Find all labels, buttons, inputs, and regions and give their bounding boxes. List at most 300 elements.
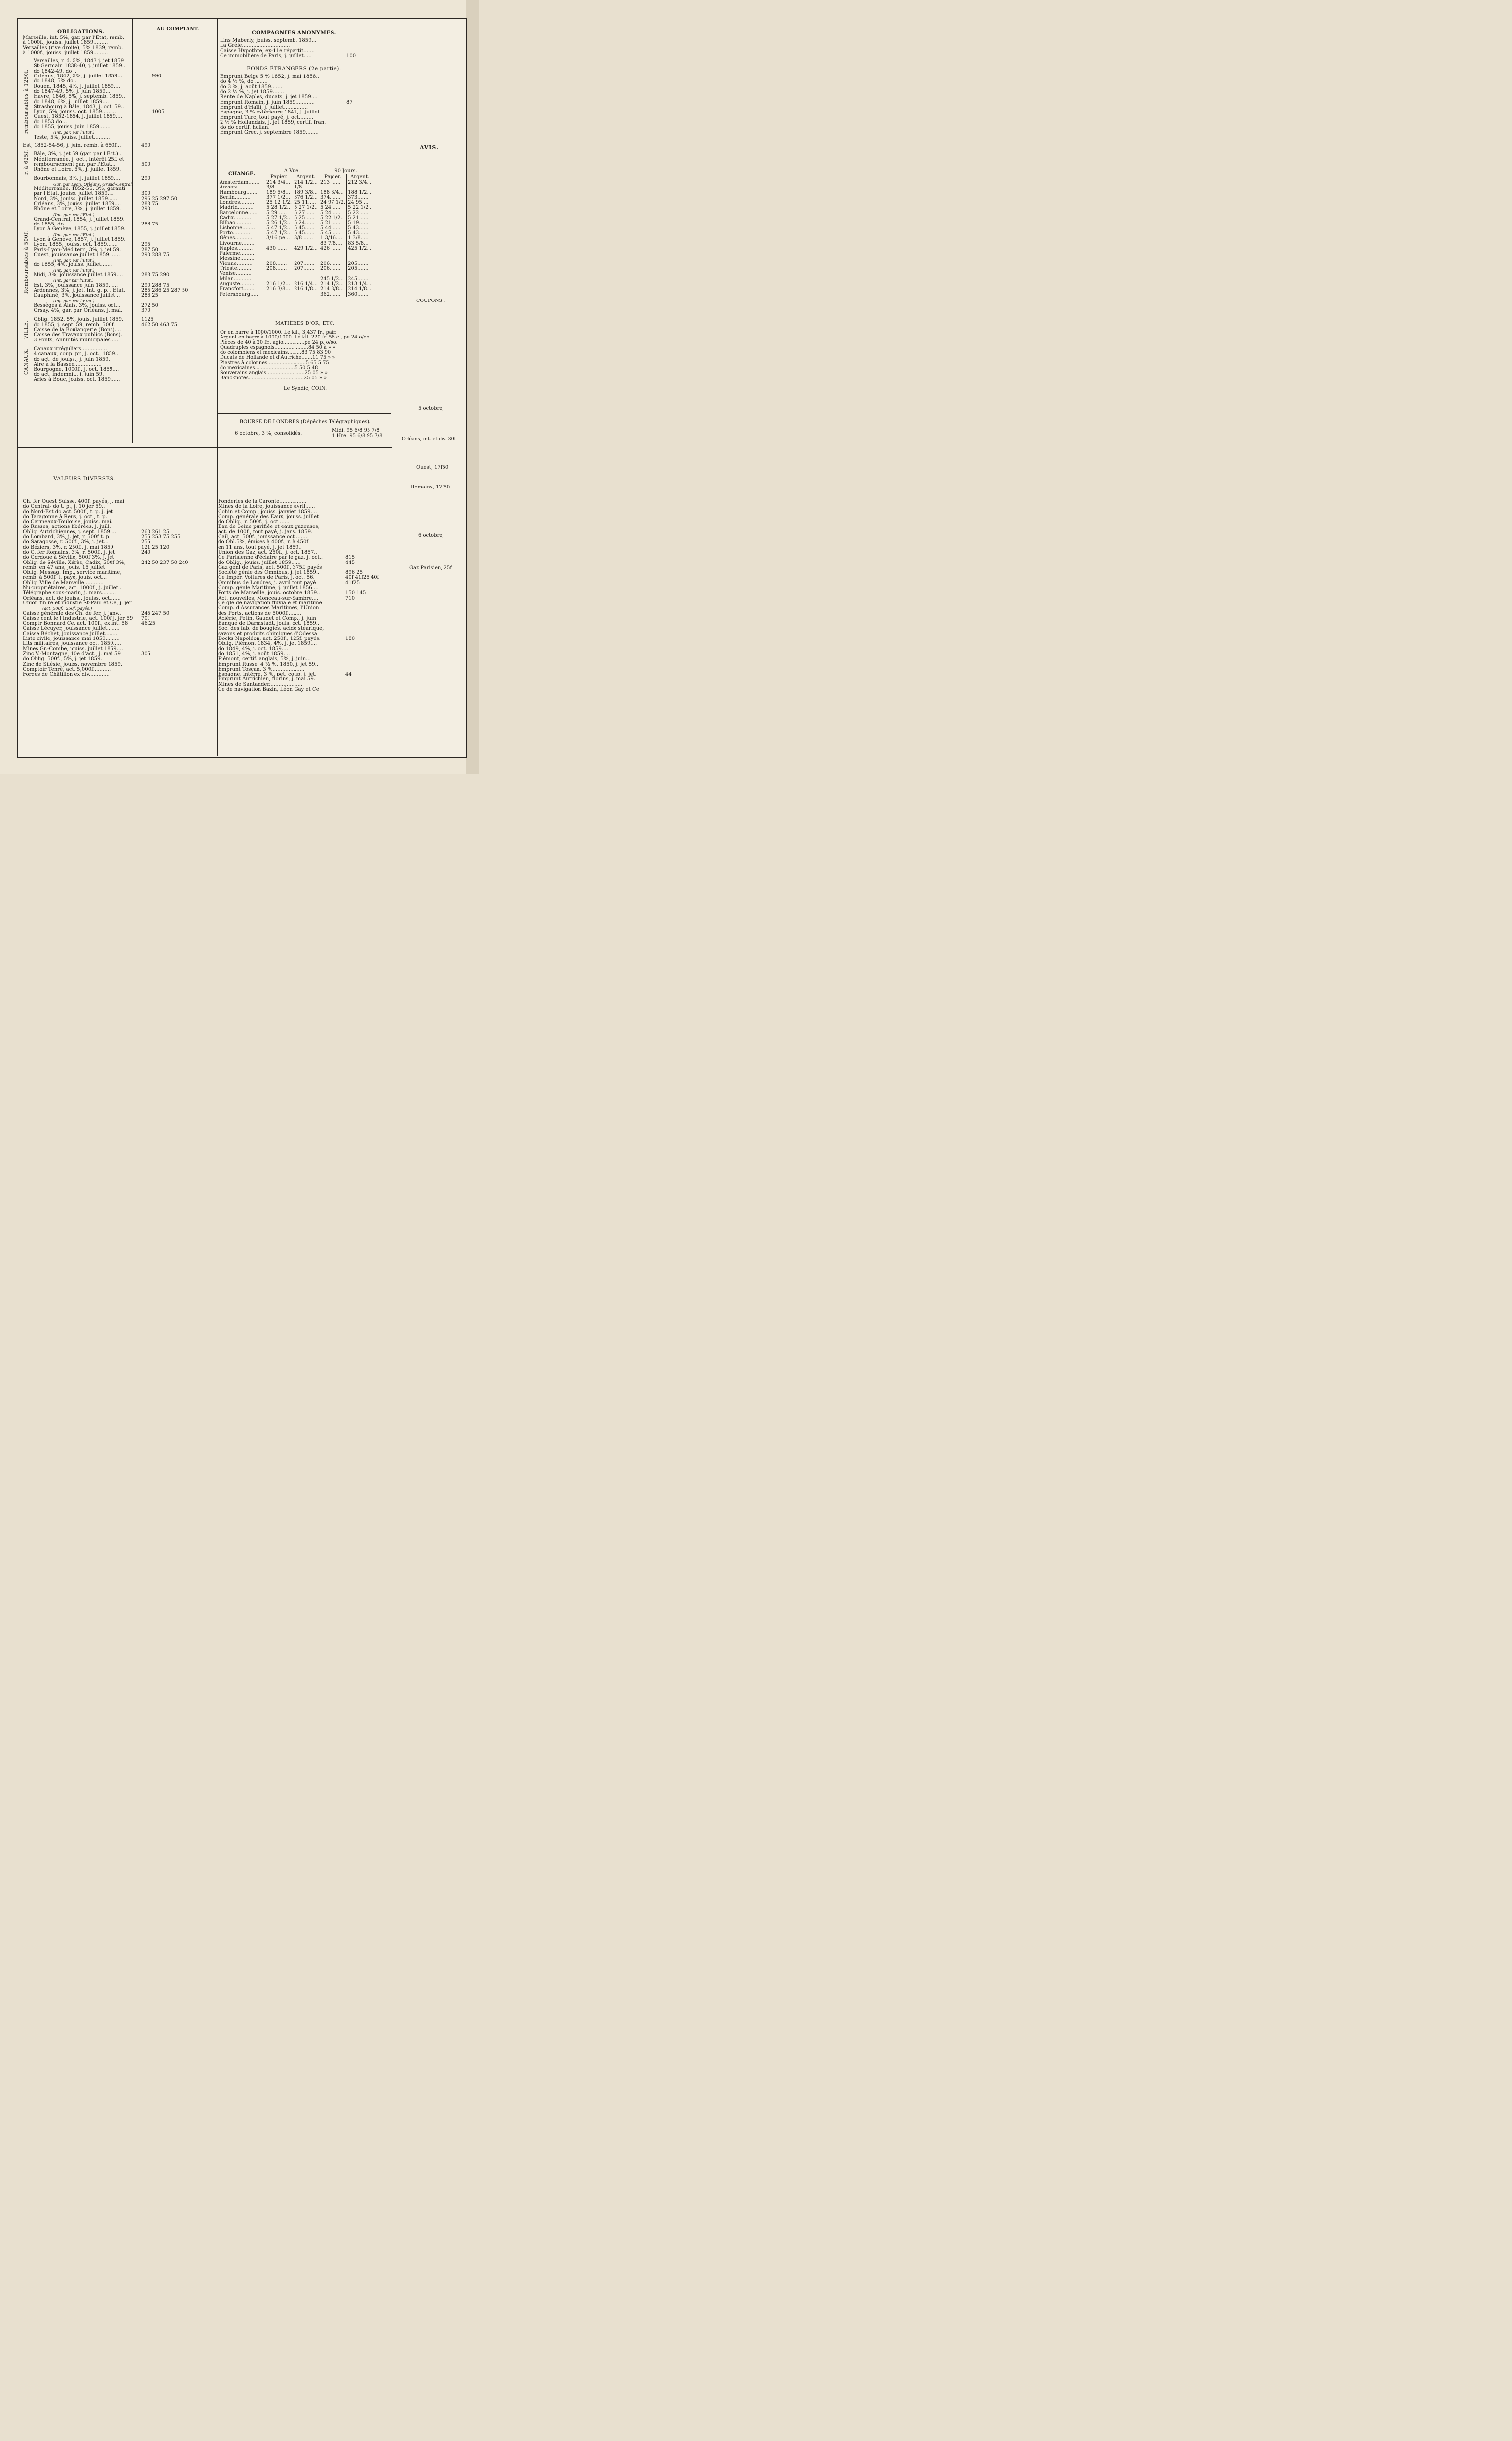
table-row	[219, 292, 372, 297]
list-item	[23, 143, 215, 148]
item-label: Act. nouvelles, Monceau-sur-Sambre....	[218, 595, 319, 601]
item-price: 255 253 75 255	[141, 534, 181, 540]
rate-cell: 214 1/8...	[348, 286, 371, 292]
date-label: 6 octobre,	[418, 533, 444, 538]
city-cell: Anvers..........	[219, 185, 265, 190]
item-label: Emprunt Turc, tout payé, j. oct.........	[220, 114, 314, 120]
stock-listing-sheet	[17, 18, 467, 758]
item-label: Banque de Darmstadt, jouis. oct. 1859..	[218, 621, 320, 627]
item-label: do Béziers, 3%, r. 250f., j. mai 1859	[23, 544, 113, 550]
group-label: Remboursables à 500f.	[24, 231, 29, 294]
coupon-orleans: Orléans, int. et div. 30f	[402, 436, 456, 442]
rate-cell: 206.......	[319, 262, 347, 266]
rate-cell: 205.......	[348, 261, 369, 266]
rate-cell: 5 45......	[293, 231, 319, 236]
argent-header: Argent.	[293, 174, 319, 180]
item-label: 4 canaux, coup. pr., j. oct., 1859..	[34, 351, 118, 357]
rate-cell: 213 1/4...	[348, 281, 371, 287]
item-label: Caisse Lécuyer, jouissance juillet........	[23, 626, 120, 632]
column-divider	[217, 19, 218, 756]
item-label: act. de 100f., tout payé, j. janv. 1859.	[218, 529, 313, 535]
item-label: Comp. d'Assurances Maritimes, l'Union	[218, 605, 319, 611]
rate-cell	[265, 271, 293, 276]
item-price: 710	[345, 595, 355, 601]
item-label: 3 Ponts, Annuités municipales.....	[34, 337, 118, 343]
item-price: 286 25	[141, 293, 158, 299]
item-label: do 1855, j. sept. 59, remb. 500f.	[34, 322, 115, 328]
rate-cell: 373.......	[348, 194, 369, 200]
item-label: (act. 500f., 250f. payés.)	[42, 606, 92, 611]
item-label: Rhône et Loire, 5%, j. juillet 1859.	[34, 167, 121, 173]
item-label: Lyon à Genève, 1857, j. juillet 1859.	[34, 236, 126, 242]
item-label: do 1848, 5% do ..	[34, 78, 78, 84]
a-vue-header: A Vue.	[265, 168, 319, 174]
item-label: Ports de Marseille, jouis. octobre 1859..	[218, 590, 320, 596]
list-item: Piastres à colonnes.........................5 65 5 75	[220, 360, 329, 366]
city-cell: Cadix...........	[219, 216, 265, 221]
item-label: St-Germain 1838-40, j. juillet 1859..	[34, 63, 126, 69]
fonds-etrangers-list	[220, 75, 390, 136]
change-table	[219, 168, 372, 297]
rate-cell: 1 3/16....	[319, 236, 347, 241]
item-label: Paris-Lyon-Méditerr., 3%, j. jet 59.	[34, 247, 121, 253]
item-label: remb. à 500f. t. payé, jouis. oct...	[23, 575, 107, 581]
item-label: Gaz génl de Paris, act. 500f., 375f. payés	[218, 564, 322, 570]
group-label: r. à 625f.	[24, 150, 29, 175]
item-label: Fonderies de la Caronte.................	[218, 499, 307, 504]
list-item: Ducats de Hollande et d'Autriche.......11 75 » »	[220, 355, 335, 361]
change-section	[219, 168, 391, 297]
coupon-ouest: Ouest, 17f50	[416, 465, 449, 470]
rate-cell: 206.......	[319, 266, 347, 271]
rate-cell: 5 27 .....	[293, 211, 319, 216]
page	[0, 0, 479, 774]
rate-cell: 5 27 1/2..	[293, 205, 319, 210]
item-label: (Int. gar. par l'Etat.)	[53, 298, 95, 303]
item-price: 295	[141, 242, 151, 248]
rate-cell: 3/16 pe...	[265, 236, 293, 241]
item-label: Aire à la Bassée.................	[34, 361, 102, 367]
group-label: CANAUX.	[24, 348, 29, 375]
list-item	[34, 227, 215, 232]
item-price: 46f25	[141, 621, 156, 627]
item-label: Ce de navigation Bazin, Léon Gay et Ce	[218, 686, 319, 692]
list-item: à 1000f., jouiss. juillet 1859.........	[23, 50, 108, 56]
item-label: Est, 3%, jouissance juin 1859......	[34, 282, 118, 288]
item-label: Emprunt Grec, j. septembre 1859........	[220, 130, 319, 136]
item-label: do 3 %, j. août 1859.......	[220, 84, 283, 90]
rate-cell: 245.......	[348, 276, 369, 282]
city-cell: Vienne..........	[219, 262, 265, 266]
matieres-header: MATIÈRES D'OR, ETC.	[275, 321, 335, 326]
rate-cell: 425 1/2...	[348, 245, 371, 251]
item-label: Télégraphe sous-marin, j. mars.........	[23, 590, 116, 596]
rate-cell: 207.......	[293, 262, 319, 266]
item-label: Oblig. de Séville, Xérès, Cadix, 500f 3%,	[23, 560, 126, 565]
coupon-gaz: Gaz Parisien, 25f	[409, 565, 452, 571]
argent-header: Argent.	[347, 174, 372, 180]
item-price: 290 288 75	[141, 252, 170, 258]
item-label: Emprunt Belge 5 % 1852, j. mai 1858..	[220, 74, 319, 80]
item-label: do Obl.5%, émises à 400f., r. à 450f.	[218, 539, 310, 545]
item-price: 290	[141, 176, 151, 182]
item-label: Zinc de Silésie, jouiss. novembre 1859.	[23, 661, 123, 667]
rate-cell: 430 ......	[265, 246, 293, 251]
consolides-label: 6 octobre, 3 %, consolidés.	[235, 431, 302, 436]
item-price: 500	[141, 161, 151, 167]
city-cell: Naples..........	[219, 246, 265, 251]
city-cell: Bilbao..........	[219, 221, 265, 225]
rate-cell: 208.......	[265, 266, 293, 271]
item-price: 815	[345, 555, 355, 561]
list-item	[34, 338, 215, 343]
item-label: Mines Gr.-Combe, jouiss. juillet 1859....	[23, 646, 123, 652]
rate-cell: 5 22 1/2..	[319, 216, 347, 221]
item-label: Ce immobilière de Paris, j. juillet.....	[220, 53, 312, 59]
rate-cell: 216 1/4...	[293, 282, 319, 287]
item-label: do Carmeaux-Toulouse, jouiss. mai.	[23, 519, 113, 525]
item-label: Méditerranée, 1852-55, 3%, garanti	[34, 186, 126, 192]
item-price: 40f 41f25 40f	[345, 575, 379, 581]
city-cell: Messine.........	[219, 256, 265, 261]
rate-cell: 208.......	[265, 262, 293, 266]
rate-cell: 24 95 ....	[348, 200, 370, 206]
list-item	[34, 308, 215, 313]
rate-cell	[293, 251, 319, 256]
item-label: do Oblig., r. 500f., j. oct.......	[218, 519, 290, 525]
list-item: do mexicaines..........................5 50 5 48	[220, 365, 318, 371]
list-item	[34, 273, 215, 278]
rate-cell: 1 3/8.....	[348, 235, 369, 241]
item-label: do 1853 do ..	[34, 119, 67, 125]
item-price: 285 286 25 287 50	[141, 287, 188, 293]
item-label: Grand-Central, 1854, j. juillet 1859.	[34, 216, 125, 222]
city-cell: Barcelonne......	[219, 211, 265, 216]
compagnies-list	[220, 38, 390, 59]
item-label: Emprunt Toscan, 3 %....................	[218, 666, 305, 672]
item-price: 288 75 290	[141, 272, 170, 278]
item-label: Rente de Naples, ducats, j. jet 1859....	[220, 94, 318, 100]
one-hour-quote: 1 Hre. 95 6/8 95 7/8	[330, 433, 383, 439]
city-cell: Palerme.........	[219, 251, 265, 256]
item-price: 305	[141, 651, 151, 657]
rate-cell: 245 1/2...	[319, 277, 347, 282]
city-cell: Porto...........	[219, 231, 265, 236]
item-price: 287 50	[141, 247, 158, 253]
item-price: 288 75	[141, 222, 158, 227]
item-price: 462 50 463 75	[141, 322, 178, 328]
city-cell: Venise..........	[219, 271, 265, 276]
item-price: 245 247 50	[141, 610, 170, 616]
valeurs-header: VALEURS DIVERSES.	[53, 476, 115, 482]
rate-cell: 5 25 .....	[293, 216, 319, 221]
item-label: Ce Impér. Voitures de Paris, j. oct. 56.	[218, 575, 315, 581]
item-label: Midi, 3%, jouissance juillet 1859....	[34, 272, 123, 278]
item-label: Docks Napoléon, act. 250f., 125f. payés.	[218, 636, 321, 642]
rate-cell: 5 28 1/2..	[265, 205, 293, 210]
item-label: Lyon, 5%, jouiss. oct. 1859.........	[34, 109, 116, 115]
item-label: Méditerranée, j. oct., intérêt 25f. et	[34, 156, 124, 162]
rate-cell: 83 5/8....	[348, 240, 370, 246]
date-label: 5 octobre,	[418, 406, 444, 411]
item-label: Emprunt d'Haïti, j. juillet...............	[220, 104, 308, 110]
list-item	[34, 167, 215, 172]
list-item	[220, 54, 390, 59]
item-label: Comptr Bonnard Ce, act. 100f., ex int. 58	[23, 621, 128, 627]
item-label: do 1855, do ..	[34, 222, 69, 227]
item-label: Eau de Seine purifiée et eaux gazeuses,	[218, 524, 320, 530]
rate-cell: 5 47 1/2..	[265, 226, 293, 231]
rate-cell: 5 26 1/2..	[265, 221, 293, 225]
item-label: do 1855, 4%, jouiss. juillet.......	[34, 262, 112, 268]
rate-cell	[265, 251, 293, 256]
item-price: 260 261 25	[141, 529, 170, 535]
city-cell: Trieste.........	[219, 266, 265, 271]
rate-cell: 214 3/4...	[265, 180, 293, 186]
rate-cell: 214 1/2...	[293, 180, 319, 186]
item-label: Lyon, 1855, jouiss. oct. 1859.......	[34, 242, 118, 248]
rate-cell: 216 1/2...	[265, 282, 293, 287]
rate-cell: 212 3/4...	[348, 180, 371, 185]
list-item	[34, 293, 215, 298]
item-label: Arles à Bouc, jouiss. oct. 1859......	[34, 376, 120, 382]
item-label: (Int. gar. par l'Etat.)	[53, 130, 95, 135]
rate-cell: 5 24 .....	[319, 211, 347, 216]
list-item: Bancknotes....................................25 05 » »	[220, 375, 327, 381]
table-row	[219, 287, 372, 292]
rate-cell: 5 29 .....	[265, 211, 293, 216]
rate-cell: 5 44......	[319, 226, 347, 231]
item-price: 290	[141, 206, 151, 212]
item-label: La Grèle..............................	[220, 43, 290, 49]
city-cell: Livourne........	[219, 241, 265, 246]
item-label: Oblig. Autrichiennes, j. sept. 1859....	[23, 529, 116, 535]
rate-cell: 25 11.....	[293, 200, 319, 205]
rate-cell: 5 24......	[293, 221, 319, 225]
item-price: 180	[345, 636, 355, 642]
item-label: do 1855, jouiss. juin 1859.......	[34, 124, 111, 130]
rate-cell: 188 3/4...	[319, 190, 347, 195]
item-label: Bourbonnais, 3%, j. juillet 1859....	[34, 176, 120, 182]
group-label: VILLE.	[24, 320, 29, 339]
item-label: Rouen, 1845, 4%, j. juillet 1859....	[34, 83, 120, 89]
item-label: des Ports, actions de 5000f.........	[218, 610, 301, 616]
item-label: do act. indemnit., j. juin 59.	[34, 372, 104, 377]
rate-cell: 213 ......	[319, 180, 347, 186]
item-price: 370	[141, 308, 151, 314]
item-label: Gar. par Lyon, Orléans, Grand-Central.	[53, 181, 133, 187]
list-item: Marseille, int. 5%, gar. par l'Etat, remb.	[23, 35, 125, 40]
city-cell: Gênes...........	[219, 236, 265, 241]
item-label: Lyon à Genève, 1855, j. juillet 1859.	[34, 226, 126, 232]
rate-cell: 5 45......	[293, 226, 319, 231]
list-item	[34, 176, 215, 181]
item-label: remboursement gar. par l'Etat...	[34, 161, 116, 167]
section-divider	[218, 413, 391, 414]
item-label: Union fin re et industle St-Paul et Ce, j. jer	[23, 600, 132, 606]
rate-cell: 376 1/2...	[293, 195, 319, 200]
rate-cell: 5 27 1/2..	[265, 216, 293, 221]
rate-cell: 205.......	[348, 266, 369, 272]
item-label: Ch. fer Ouest Suisse, 400f. payés, j. mai	[23, 499, 125, 504]
compagnies-header: COMPAGNIES ANONYMES.	[252, 30, 336, 36]
rate-cell: 3/8.......	[265, 185, 293, 190]
item-label: Aciérie, Petin, Gaudet et Comp., j. juin	[218, 615, 316, 621]
valeurs-left-list	[23, 499, 215, 677]
group-625-list	[23, 152, 215, 172]
item-label: (Int. gar. par l'Etat.)	[53, 258, 95, 263]
list-item	[34, 135, 215, 140]
list-item: do colombiens et mexicains.........83 75 83 90	[220, 350, 331, 356]
city-cell: Hambourg........	[219, 190, 265, 195]
item-label: do 1842-49. do ..	[34, 68, 77, 74]
item-label: Nu-propriétaires, act. 1000f., j. juillet..	[23, 585, 122, 591]
rate-cell: 5 24 .....	[319, 205, 347, 210]
item-label: Caisse Béchet, jouissance juillet.........	[23, 631, 119, 637]
rate-cell: 216 3/8...	[265, 287, 293, 292]
item-price: 70f	[141, 615, 149, 621]
item-label: par l'Etat, jouiss. juillet 1859....	[34, 191, 114, 197]
rate-cell	[347, 251, 372, 256]
item-label: Teste, 5%, jouiss. juillet..........	[34, 134, 110, 140]
item-label: do Lombard, 3%, j. jet, r. 500f t. p.	[23, 534, 111, 540]
avis-label: AVIS.	[420, 144, 439, 150]
city-cell: Francfort.......	[219, 287, 265, 292]
item-label: Caisse générale des Ch. de fer, j. janv..	[23, 610, 121, 616]
rate-cell: 189 5/8...	[265, 190, 293, 195]
item-label: do 1851, 4%, j. août 1859....	[218, 651, 290, 657]
city-cell: Lisbonne........	[219, 226, 265, 231]
item-label: do Saragosse, r. 500f., 3%, j. jet...	[23, 539, 109, 545]
item-label: do C. fer Romains, 3%, r. 500f., j. jet	[23, 549, 115, 555]
coupon-romains: Romains, 12f50.	[411, 485, 452, 490]
item-label: Caisse de la Boulangerie (Bons)....	[34, 327, 121, 333]
item-price: 150 145	[345, 590, 366, 596]
rate-cell: 5 43......	[348, 230, 369, 236]
papier-header: Papier.	[265, 174, 293, 180]
list-item: à 1000f., jouiss. juillet 1859.........	[23, 40, 108, 46]
item-label: Liste civile, jouissance mai 1859.........	[23, 636, 120, 642]
list-item	[23, 672, 215, 677]
obligations-section	[23, 27, 215, 382]
item-label: Oblig. Piémont 1834, 4%, j. jet 1859....	[218, 641, 317, 647]
item-label: Espagne, intérre, 3 %, pet. coup. j. jet.	[218, 672, 317, 677]
item-label: Rhône et Loire, 3%, j. juillet 1859.	[34, 206, 121, 212]
matieres-list	[220, 330, 390, 381]
item-label: Société génle des Omnibus, j. jet 1859..	[218, 570, 320, 576]
item-price: 288 75	[141, 201, 158, 207]
item-label: do 1847-49, 5%, j. juin 1859....	[34, 88, 112, 94]
ninety-days-header: 90 Jours.	[319, 168, 373, 174]
papier-header: Papier.	[319, 174, 347, 180]
item-label: do Oblig. 500f., 5%, j. jet 1859.	[23, 656, 102, 662]
item-label: Lins Maberly, jouiss. septemb. 1859...	[220, 38, 317, 43]
item-price: 242 50 237 50 240	[141, 560, 188, 565]
item-label: (Int. gar. par l'Etat.)	[53, 212, 95, 217]
rate-cell: 5 19......	[348, 220, 369, 226]
item-label: Ardennes, 3%, j. jet. Int. g. p. l'Etat.	[34, 287, 125, 293]
item-label: Havre, 1846, 5%, j. septemb. 1859..	[34, 94, 125, 100]
syndic-signature: Le Syndic, COIN.	[283, 385, 327, 391]
item-label: Orléans, act. de jouiss., jouiss. oct.......	[23, 595, 121, 601]
rate-cell: 374.......	[319, 195, 347, 200]
item-label: do 1849, 4%, j. oct. 1859....	[218, 646, 288, 652]
item-label: Emprunt Russe, 4 ½ %, 1850, j. jet 59..	[218, 661, 319, 667]
list-item: Or en barre à 1000/1000. Le kil., 3,437 fr., pair.	[220, 330, 337, 335]
item-price: 272 50	[141, 302, 158, 308]
rate-cell: 188 1/2...	[348, 189, 371, 195]
londres-section	[220, 419, 390, 441]
item-label: Mines de Santander.....................	[218, 681, 303, 687]
item-label: do Oblig., jouiss. juillet 1859......	[218, 560, 301, 565]
item-label: Bessèges à Alais, 3%, jouiss. oct...	[34, 302, 121, 308]
item-label: Orléans, 1842, 5%, j. juillet 1859...	[34, 74, 123, 79]
city-cell: Amsterdam.......	[219, 180, 265, 186]
item-label: do Cordoue à Séville, 500f 3%, j. jet	[23, 555, 114, 561]
item-label: Comptoir Tenré, act. 5,000f...........	[23, 666, 111, 672]
item-label: Dauphiné, 3%, jouissance juillet ..	[34, 293, 120, 299]
section-divider	[18, 447, 392, 448]
item-price: 290 288 75	[141, 282, 170, 288]
rate-cell: 207.......	[293, 266, 319, 271]
item-label: do 1848, 6%, j. juillet 1859....	[34, 99, 109, 105]
item-label: Orsay, 4%, gar. par Orléans, j. mai.	[34, 308, 123, 314]
item-price: 990	[152, 74, 162, 79]
rate-cell	[293, 271, 319, 276]
item-label: Forges de Châtillon ex div.............	[23, 672, 110, 677]
list-item	[218, 687, 391, 692]
item-price: 445	[345, 560, 355, 565]
obligations-header: OBLIGATIONS.	[57, 29, 105, 35]
rate-cell: 5 22 .....	[348, 210, 369, 216]
item-price: 240	[141, 549, 151, 555]
item-label: Caisse cent le l'Industrie, act. 100f j. jer 59	[23, 615, 133, 621]
list-item	[34, 207, 215, 212]
item-label: Oblig. 1852, 5%, jouis. juillet 1859.	[34, 317, 124, 323]
list-item: Quadruples espagnols......................84 50 à » »	[220, 344, 336, 350]
rate-cell: 24 97 1/2.	[319, 200, 347, 205]
list-item	[23, 601, 215, 606]
rate-cell: 214 3/8...	[319, 287, 347, 292]
item-label: do Taragonne à Reus, j. oct., t. p..	[23, 514, 109, 520]
city-cell: Berlin..........	[219, 195, 265, 200]
adjacent-page-edge	[466, 0, 479, 774]
list-item	[34, 253, 215, 258]
item-label: Mines de la Loire, jouissance avril......	[218, 504, 315, 510]
city-cell: Auguste.........	[219, 282, 265, 287]
valeurs-right-list	[218, 499, 391, 692]
item-label: do Nord-Est do act. 500f., t. p. j. jet	[23, 509, 113, 515]
item-label: Emprunt Romain, j. juin 1859............	[220, 99, 315, 105]
matieres-section	[220, 321, 390, 391]
compagnies-section	[220, 30, 390, 136]
rate-cell: 5 47 1/2..	[265, 231, 293, 236]
rate-cell: 360.......	[348, 291, 369, 297]
item-label: Espagne, 3 % extérieure 1841, j. juillet.	[220, 110, 322, 115]
rate-cell	[319, 251, 347, 256]
item-label: savons et produits chimiques d'Odessa	[218, 631, 317, 637]
obligations-top-list	[23, 36, 215, 56]
list-item	[220, 130, 390, 135]
rate-cell: 83 7/8....	[319, 241, 347, 246]
item-label: en 11 ans, tout payé, j. jet 1859..	[218, 544, 302, 550]
item-label: Comp. génle Maritime, j. juillet 1856....	[218, 585, 319, 591]
item-label: Cail, act. 500f., jouissance oct.........	[218, 534, 309, 540]
item-label: Ouest, 1852-1854, j. juillet 1859....	[34, 114, 122, 120]
item-price: 1005	[152, 109, 165, 115]
rate-cell: 5 21 .....	[319, 221, 347, 225]
rate-cell: 216 1/8...	[293, 287, 319, 292]
